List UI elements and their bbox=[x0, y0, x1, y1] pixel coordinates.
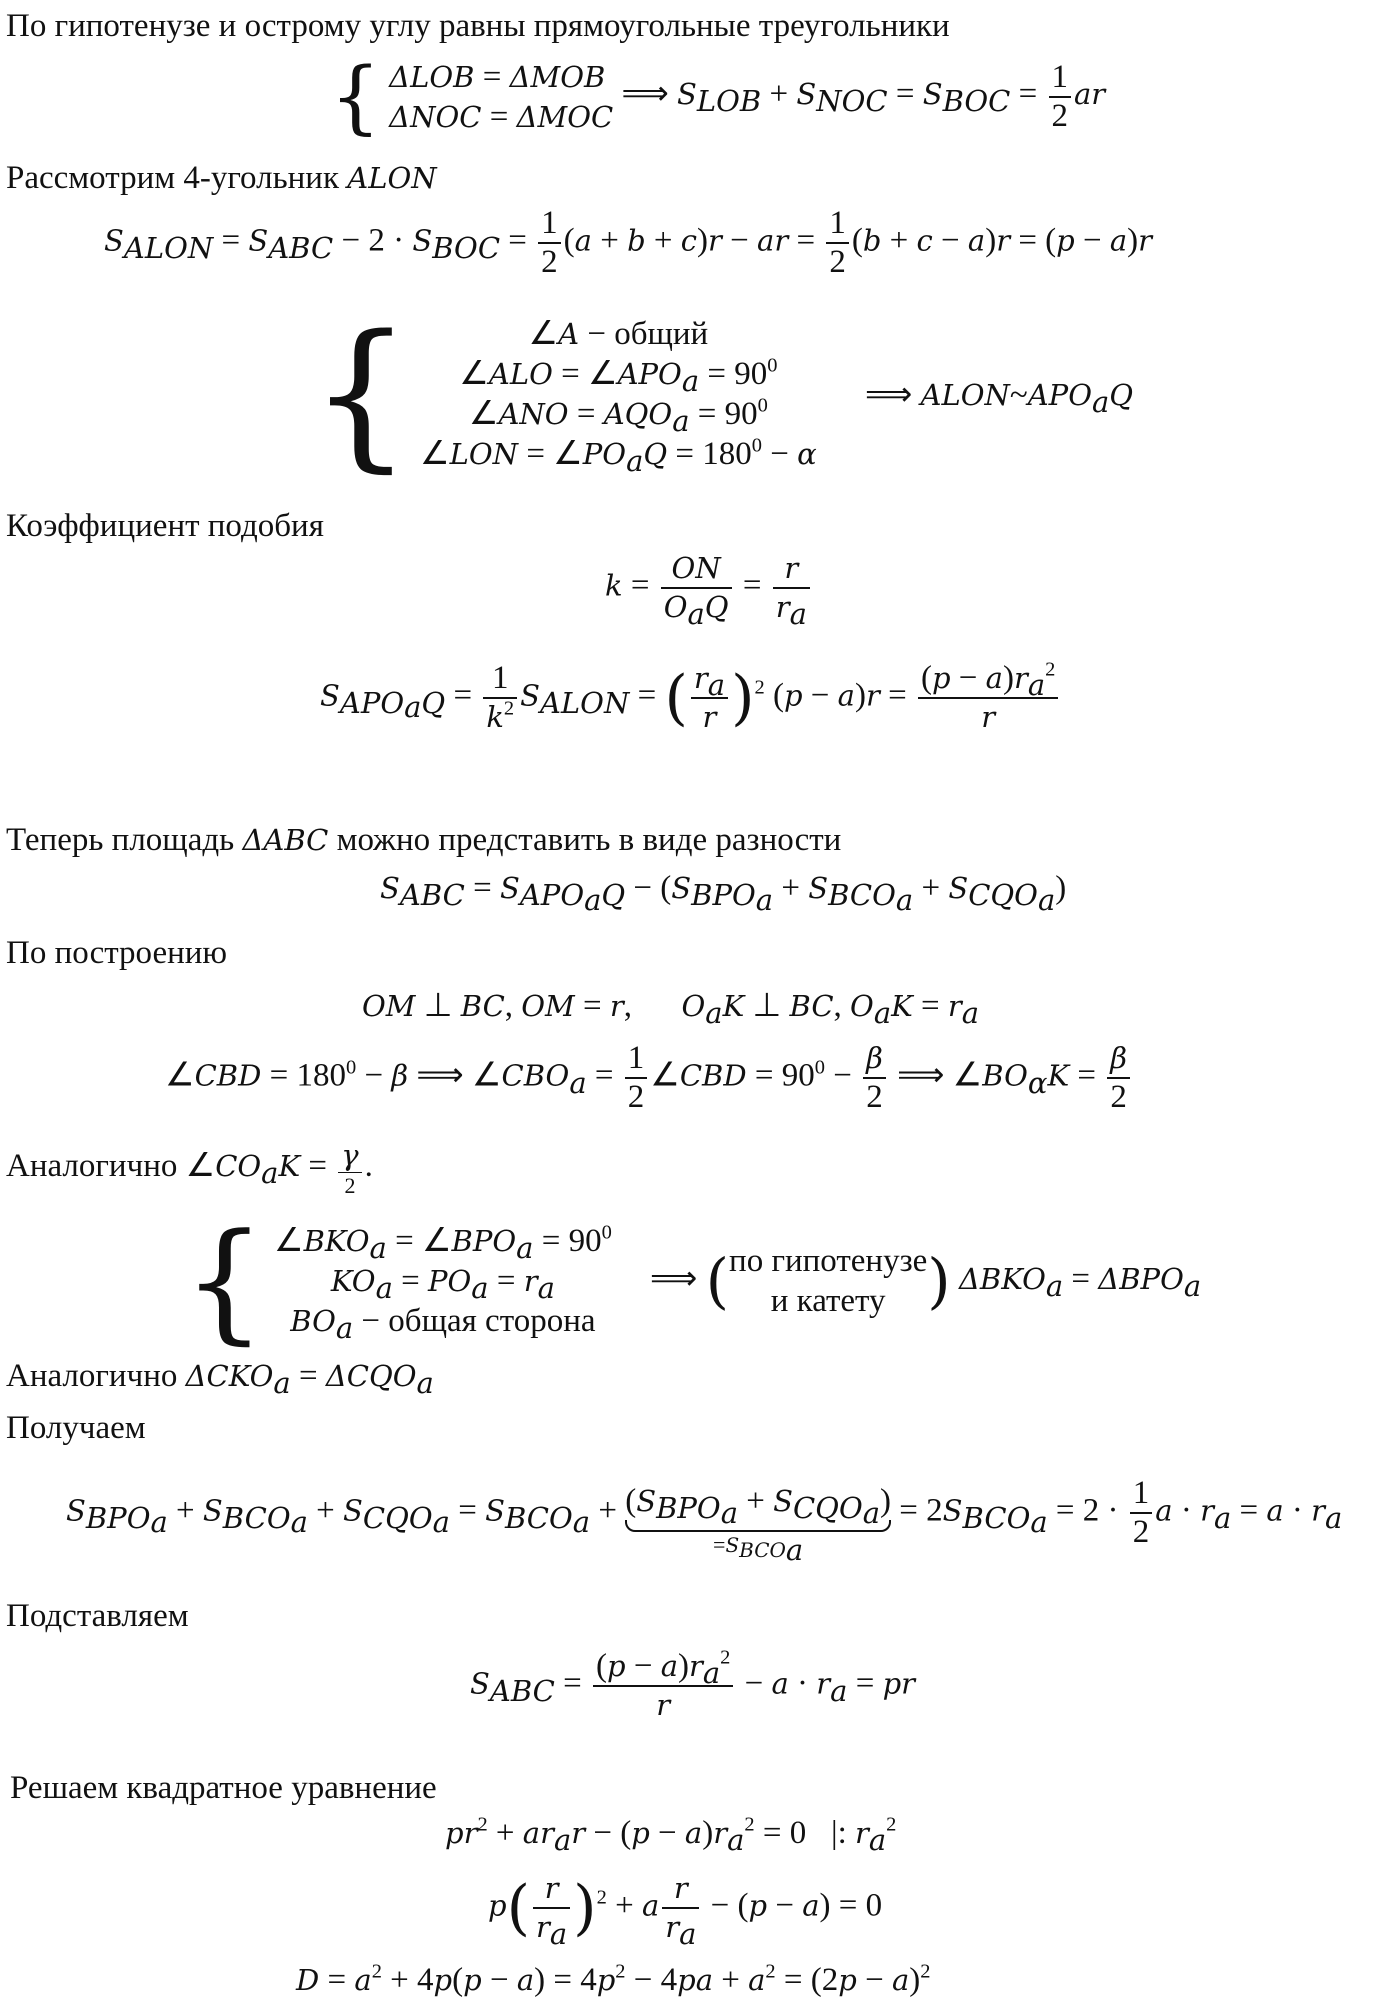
equation-angle-cbd: ∠CBD = $180^0 - \beta$ ⟹ $\angle CBO_a$ = $\frac{1}{2}$ ∠CBD = $90^0$ − $\frac{\beta}{2}$ ⟹ $\angle BO_\alpha K$ = $\frac{\beta}{2}$ bbox=[165, 1040, 1133, 1116]
equation-system-angles: { ∠A − общий ∠ALO = $\angle APO_a = 90^0$ ∠ANO = $AQO_a = 90^0$ ∠LON = $\angle PO_aQ = 180^0 - \alpha$ ⟹ $ALON\sim APO_aQ$ bbox=[310, 300, 1134, 487]
equation-system-1: { ΔLOB = ΔMOB ΔNOC = ΔMOC ⟹ $S_{LOB} + S_{NOC} = S_{BOC}$ = $\frac{1}{2}$ ar bbox=[330, 50, 1106, 143]
text-line-10: Решаем квадратное уравнение bbox=[10, 1770, 437, 1806]
equation-substitute: $S_{ABC}$ = $\frac{(p - a)r_a^2}{r}$ − $a \cdot r_a$ = pr bbox=[470, 1646, 916, 1722]
text-line-5: По построению bbox=[6, 935, 228, 971]
text-line-7: Аналогично $\Delta CKO_a = \Delta CQO_a$ bbox=[6, 1358, 434, 1401]
equation-discriminant: $D = a^2 + 4p(p - a) = 4p^2 - 4pa + a^2 = (2p - a)^2$ bbox=[296, 1960, 931, 1998]
equation-area-sum: $S_{BPO_a} + S_{BCO_a} + S_{CQO_a} = S_{BCO_a}$ + $(S_{BPO_a} + S_{CQO_a})$ $=S_{BCO_a}$ = $2S_{BCO_a} = 2$ · $\frac{1}{2}$ $a \cdot r_a = a \cdot r_a$ bbox=[66, 1475, 1343, 1567]
text-line-4: Теперь площадь ΔABC можно представить в виде разности bbox=[6, 822, 842, 858]
text-line-1: По гипотенузе и острому углу равны прямоугольные треугольники bbox=[6, 8, 950, 44]
equation-construction: OM ⊥ BC, OM = r, $O_aK$ ⊥ BC, $O_aK = r_a$ bbox=[362, 988, 980, 1031]
equation-area-alon: $S_{ALON} = S_{ABC} - 2 \cdot S_{BOC}$ = $\frac{1}{2}$ (a + b + c)r − ar = $\frac{1}{2}$ (b + c − a)r = (p − a)r bbox=[104, 205, 1153, 280]
text-line-9: Подставляем bbox=[6, 1598, 189, 1634]
equation-area-apoq: $S_{APO_aQ}$ = $\frac{1}{k^2}$ $S_{ALON}$ = ( $\frac{r_a}{r}$ )$^2$ (p − a)r = $\frac{(p - a)r_a^2}{r}$ bbox=[320, 660, 1061, 736]
text-line-6: Аналогично $\angle CO_aK$ = $\frac{\gamma}{2}$ . bbox=[6, 1138, 373, 1198]
equation-system-triangles: { $\angle BKO_a$ = $\angle BPO_a = 90^0$ $KO_a = PO_a = r_a$ $BO_a$ − общая сторона ⟹ ( по гипотенузе и катету ) $\Delta BKO_a = \Delta BPO_a$ bbox=[183, 1205, 1202, 1357]
equation-area-difference: $S_{ABC} = S_{APO_aQ} - (S_{BPO_a} + S_{BCO_a} + S_{CQO_a})$ bbox=[380, 870, 1067, 917]
text-line-3: Коэффициент подобия bbox=[6, 508, 324, 544]
equation-coefficient: k = $\frac{ON}{O_aQ}$ = $\frac{r}{r_a}$ bbox=[605, 550, 813, 626]
text-line-8: Получаем bbox=[6, 1410, 146, 1446]
equation-quadratic-normalized: p( $\frac{r}{r_a}$ )$^2$ + a $\frac{r}{r_a}$ − (p − a) = 0 bbox=[488, 1871, 883, 1952]
equation-quadratic: $pr^2 + ar_ar - (p - a)r_a^2 = 0$ |: $r_a^2$ bbox=[445, 1813, 897, 1858]
text-line-2: Рассмотрим 4-угольник ALON bbox=[6, 160, 437, 196]
